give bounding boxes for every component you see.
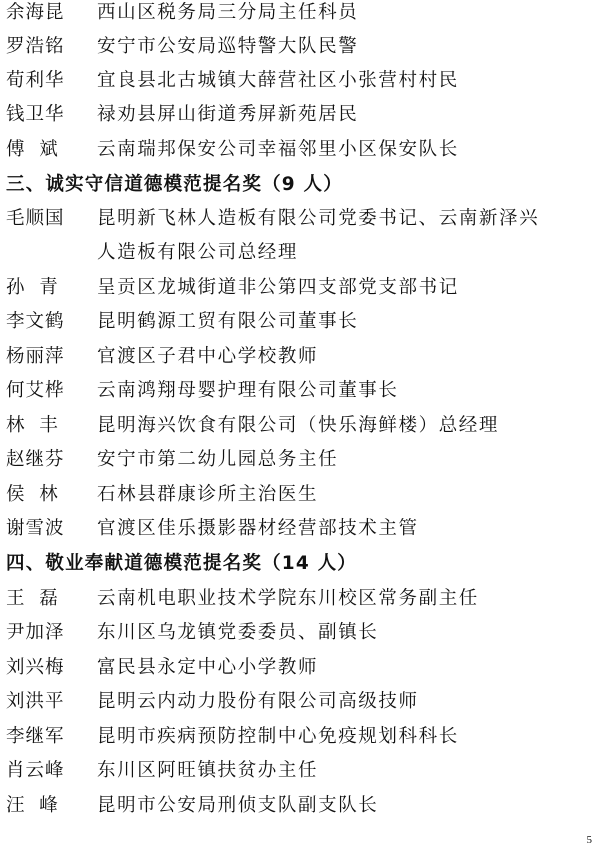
person-name: 钱卫华 (6, 104, 65, 125)
person-duty: 云南瑞邦保安公司幸福邻里小区保安队长 (97, 139, 459, 160)
person-duty: 官渡区佳乐摄影器材经营部技术主管 (97, 518, 419, 539)
person-duty: 昆明云内动力股份有限公司高级技师 (97, 691, 419, 712)
person-duty: 宜良县北古城镇大薛营社区小张营村村民 (97, 70, 459, 91)
person-name: 侯 林 (6, 484, 59, 505)
person-name: 余海昆 (6, 2, 65, 23)
person-duty: 昆明市疾病预防控制中心免疫规划科科长 (97, 726, 459, 747)
person-duty-continuation: 人造板有限公司总经理 (97, 242, 299, 263)
person-name: 刘洪平 (6, 691, 65, 712)
person-duty: 云南机电职业技术学院东川校区常务副主任 (97, 588, 479, 609)
person-name: 汪 峰 (6, 795, 59, 816)
person-name: 傅 斌 (6, 139, 59, 160)
person-duty: 昆明市公安局刑侦支队副支队长 (97, 795, 379, 816)
person-duty: 东川区阿旺镇扶贫办主任 (97, 760, 319, 781)
person-duty: 官渡区子君中心学校教师 (97, 346, 319, 367)
person-name: 何艾桦 (6, 380, 65, 401)
person-name: 荀利华 (6, 70, 65, 91)
page-number: 5 (586, 834, 592, 846)
person-duty: 石林县群康诊所主治医生 (97, 484, 319, 505)
section-heading: 三、诚实守信道德模范提名奖（9 人） (6, 174, 343, 195)
person-name: 赵继芬 (6, 449, 65, 470)
person-name: 罗浩铭 (6, 36, 65, 57)
person-name: 肖云峰 (6, 760, 65, 781)
person-name: 林 丰 (6, 415, 59, 436)
section-heading: 四、敬业奉献道德模范提名奖（14 人） (6, 553, 357, 574)
person-duty: 安宁市第二幼儿园总务主任 (97, 449, 339, 470)
person-duty: 昆明海兴饮食有限公司（快乐海鲜楼）总经理 (97, 415, 500, 436)
person-name: 毛顺国 (6, 208, 65, 229)
person-duty: 东川区乌龙镇党委委员、副镇长 (97, 622, 379, 643)
person-duty: 安宁市公安局巡特警大队民警 (97, 36, 359, 57)
person-name: 王 磊 (6, 588, 59, 609)
person-duty: 昆明新飞林人造板有限公司党委书记、云南新泽兴 (97, 208, 540, 229)
person-name: 李继军 (6, 726, 65, 747)
person-name: 李文鹤 (6, 311, 65, 332)
person-name: 孙 青 (6, 277, 59, 298)
person-name: 杨丽萍 (6, 346, 65, 367)
person-duty: 禄劝县屏山街道秀屏新苑居民 (97, 104, 359, 125)
person-name: 刘兴梅 (6, 657, 65, 678)
person-duty: 昆明鹤源工贸有限公司董事长 (97, 311, 359, 332)
person-duty: 云南鸿翔母婴护理有限公司董事长 (97, 380, 399, 401)
person-duty: 西山区税务局三分局主任科员 (97, 2, 359, 23)
person-name: 尹加泽 (6, 622, 65, 643)
person-duty: 呈贡区龙城街道非公第四支部党支部书记 (97, 277, 459, 298)
person-name: 谢雪波 (6, 518, 65, 539)
person-duty: 富民县永定中心小学教师 (97, 657, 319, 678)
